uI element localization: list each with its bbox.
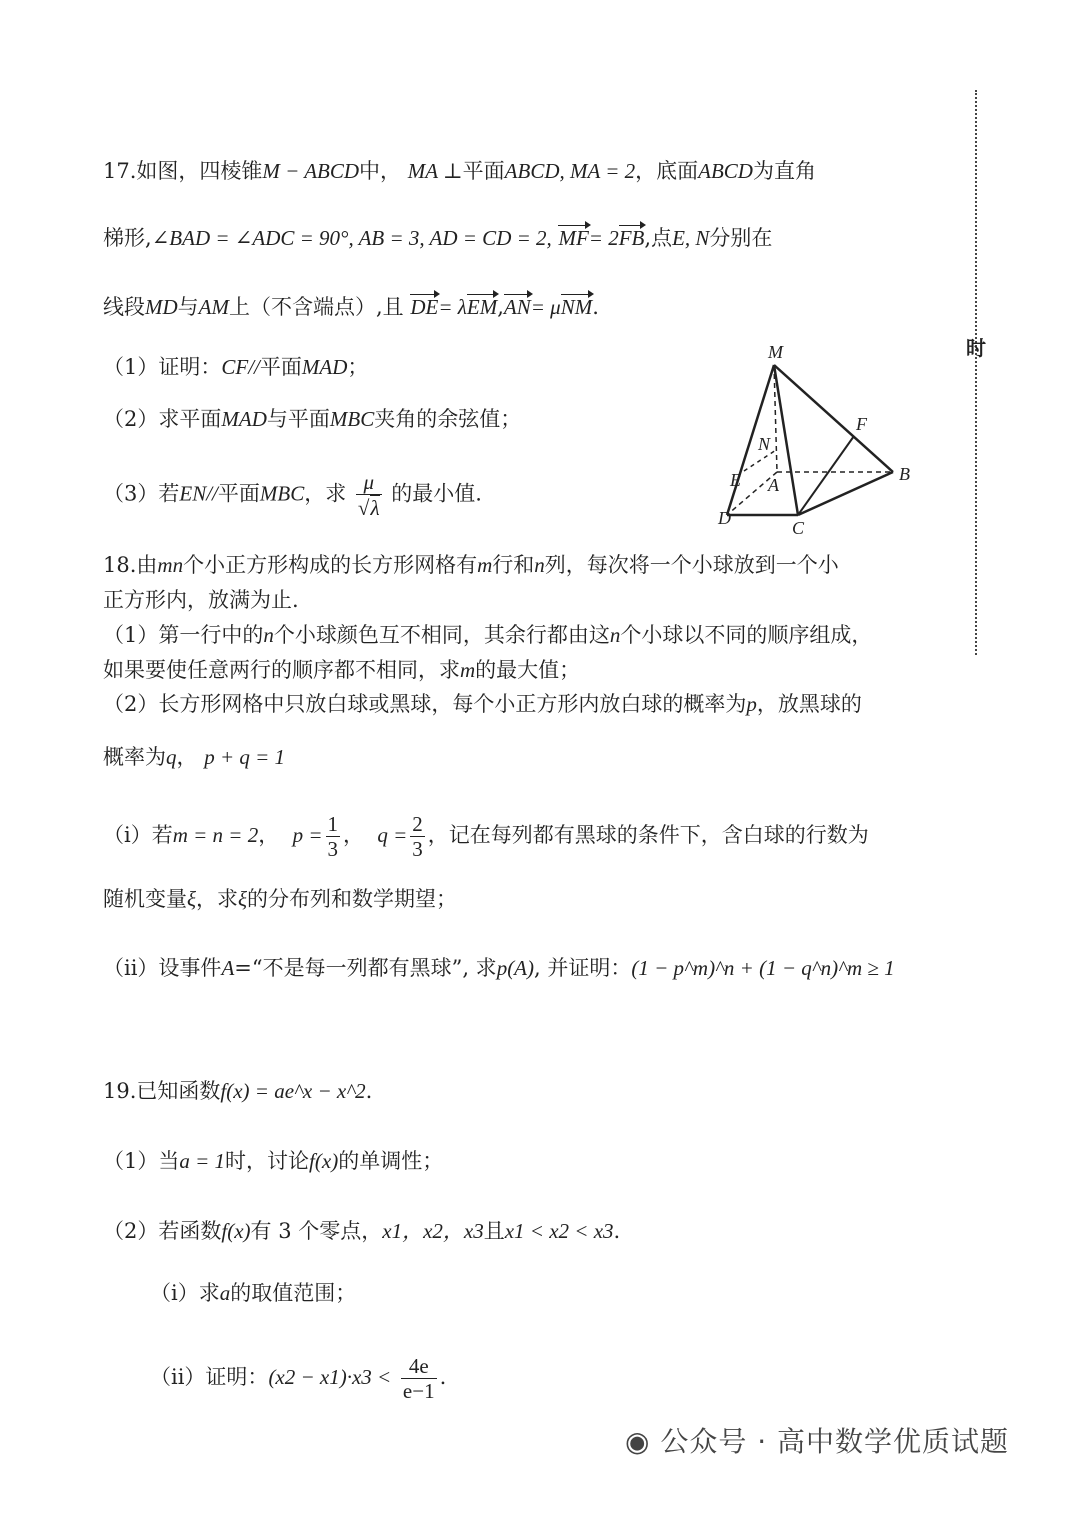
label-m: M: [768, 342, 783, 362]
q18-part-2-line-2: 概率为q， p + q = 1: [103, 745, 286, 769]
q17-part-3: （3）若EN//平面MBC，求 $\frac{\mu}{√\lambda}$ 的最小值.: [103, 470, 482, 520]
q18-part-2-ii: （ii）设事件A=“不是每一列都有黑球”, 求p(A), 并证明：(1 − p^m)^n + (1 − q^n)^m ≥ 1: [103, 956, 895, 980]
mu-over-sqrt-lambda: $\frac{\mu}{√\lambda}$: [357, 470, 380, 520]
q18-part-1: （1）第一行中的n个小球颜色互不相同，其余行都由这n个小球以不同的顺序组成，: [103, 623, 873, 647]
watermark: ◉ 公众号 · 高中数学优质试题: [625, 1425, 1010, 1458]
wechat-icon: ◉: [625, 1425, 651, 1458]
q18-part-2-i-line-2: 随机变量ξ，求ξ的分布列和数学期望；: [103, 887, 457, 911]
edge-mb: [774, 365, 893, 472]
label-d: D: [718, 508, 731, 528]
q17-line-2: 梯形,∠BAD = ∠ADC = 90°, AB = 3, AD = CD = 2, MF= 2FB,点E, N分别在: [103, 226, 773, 250]
q18-part-2-i: （i）若m = n = 2， p = $\frac{1}{3}$ ， q = $\frac{2}{3}$ ，记在每列都有黑球的条件下，含白球的行数为: [103, 812, 869, 861]
q18-part-2: （2）长方形网格中只放白球或黑球，每个小正方形内放白球的概率为p，放黑球的: [103, 692, 862, 716]
q19-part-2-ii: （ii）证明：(x2 − x1)·x3 < $\frac{4e}{e-1}$ .: [150, 1354, 447, 1403]
label-c: C: [792, 518, 805, 538]
pyramid-figure: [700, 330, 930, 540]
label-e: E: [730, 470, 741, 490]
label-a: A: [768, 475, 779, 495]
label-n: N: [758, 434, 771, 454]
q19-part-2: （2）若函数f(x)有 3 个零点，x1，x2，x3且x1 < x2 < x3.: [103, 1219, 621, 1243]
q19-line-1: 19.已知函数f(x) = ae^x − x^2.: [103, 1079, 373, 1103]
q17-part-2: （2）求平面MAD与平面MBC夹角的余弦值；: [103, 407, 522, 431]
q18-line-1: 18.由mn个小正方形构成的长方形网格有m行和n列，每次将一个小球放到一个小: [103, 553, 839, 577]
q18-part-1-line-2: 如果要使任意两行的顺序都不相同，求m的最大值；: [103, 658, 581, 682]
q19-part-2-i: （i）求a的取值范围；: [150, 1281, 357, 1305]
q19-part-1: （1）当a = 1时，讨论f(x)的单调性；: [103, 1149, 444, 1173]
q17-line-1: 17.如图，四棱锥M − ABCD中， MA ⊥平面ABCD, MA = 2，底面ABCD为直角: [103, 159, 816, 183]
label-b: B: [899, 464, 910, 484]
q18-line-2: 正方形内，放满为止.: [103, 588, 299, 612]
q17-part-1: （1）证明：CF//平面MAD；: [103, 355, 369, 379]
margin-char: 时: [966, 336, 986, 360]
binding-dotted-line: [975, 90, 977, 655]
q17-line-3: 线段MD与AM上（不含端点）,且 DE= λEM,AN= μNM.: [103, 295, 599, 319]
label-f: F: [856, 414, 867, 434]
